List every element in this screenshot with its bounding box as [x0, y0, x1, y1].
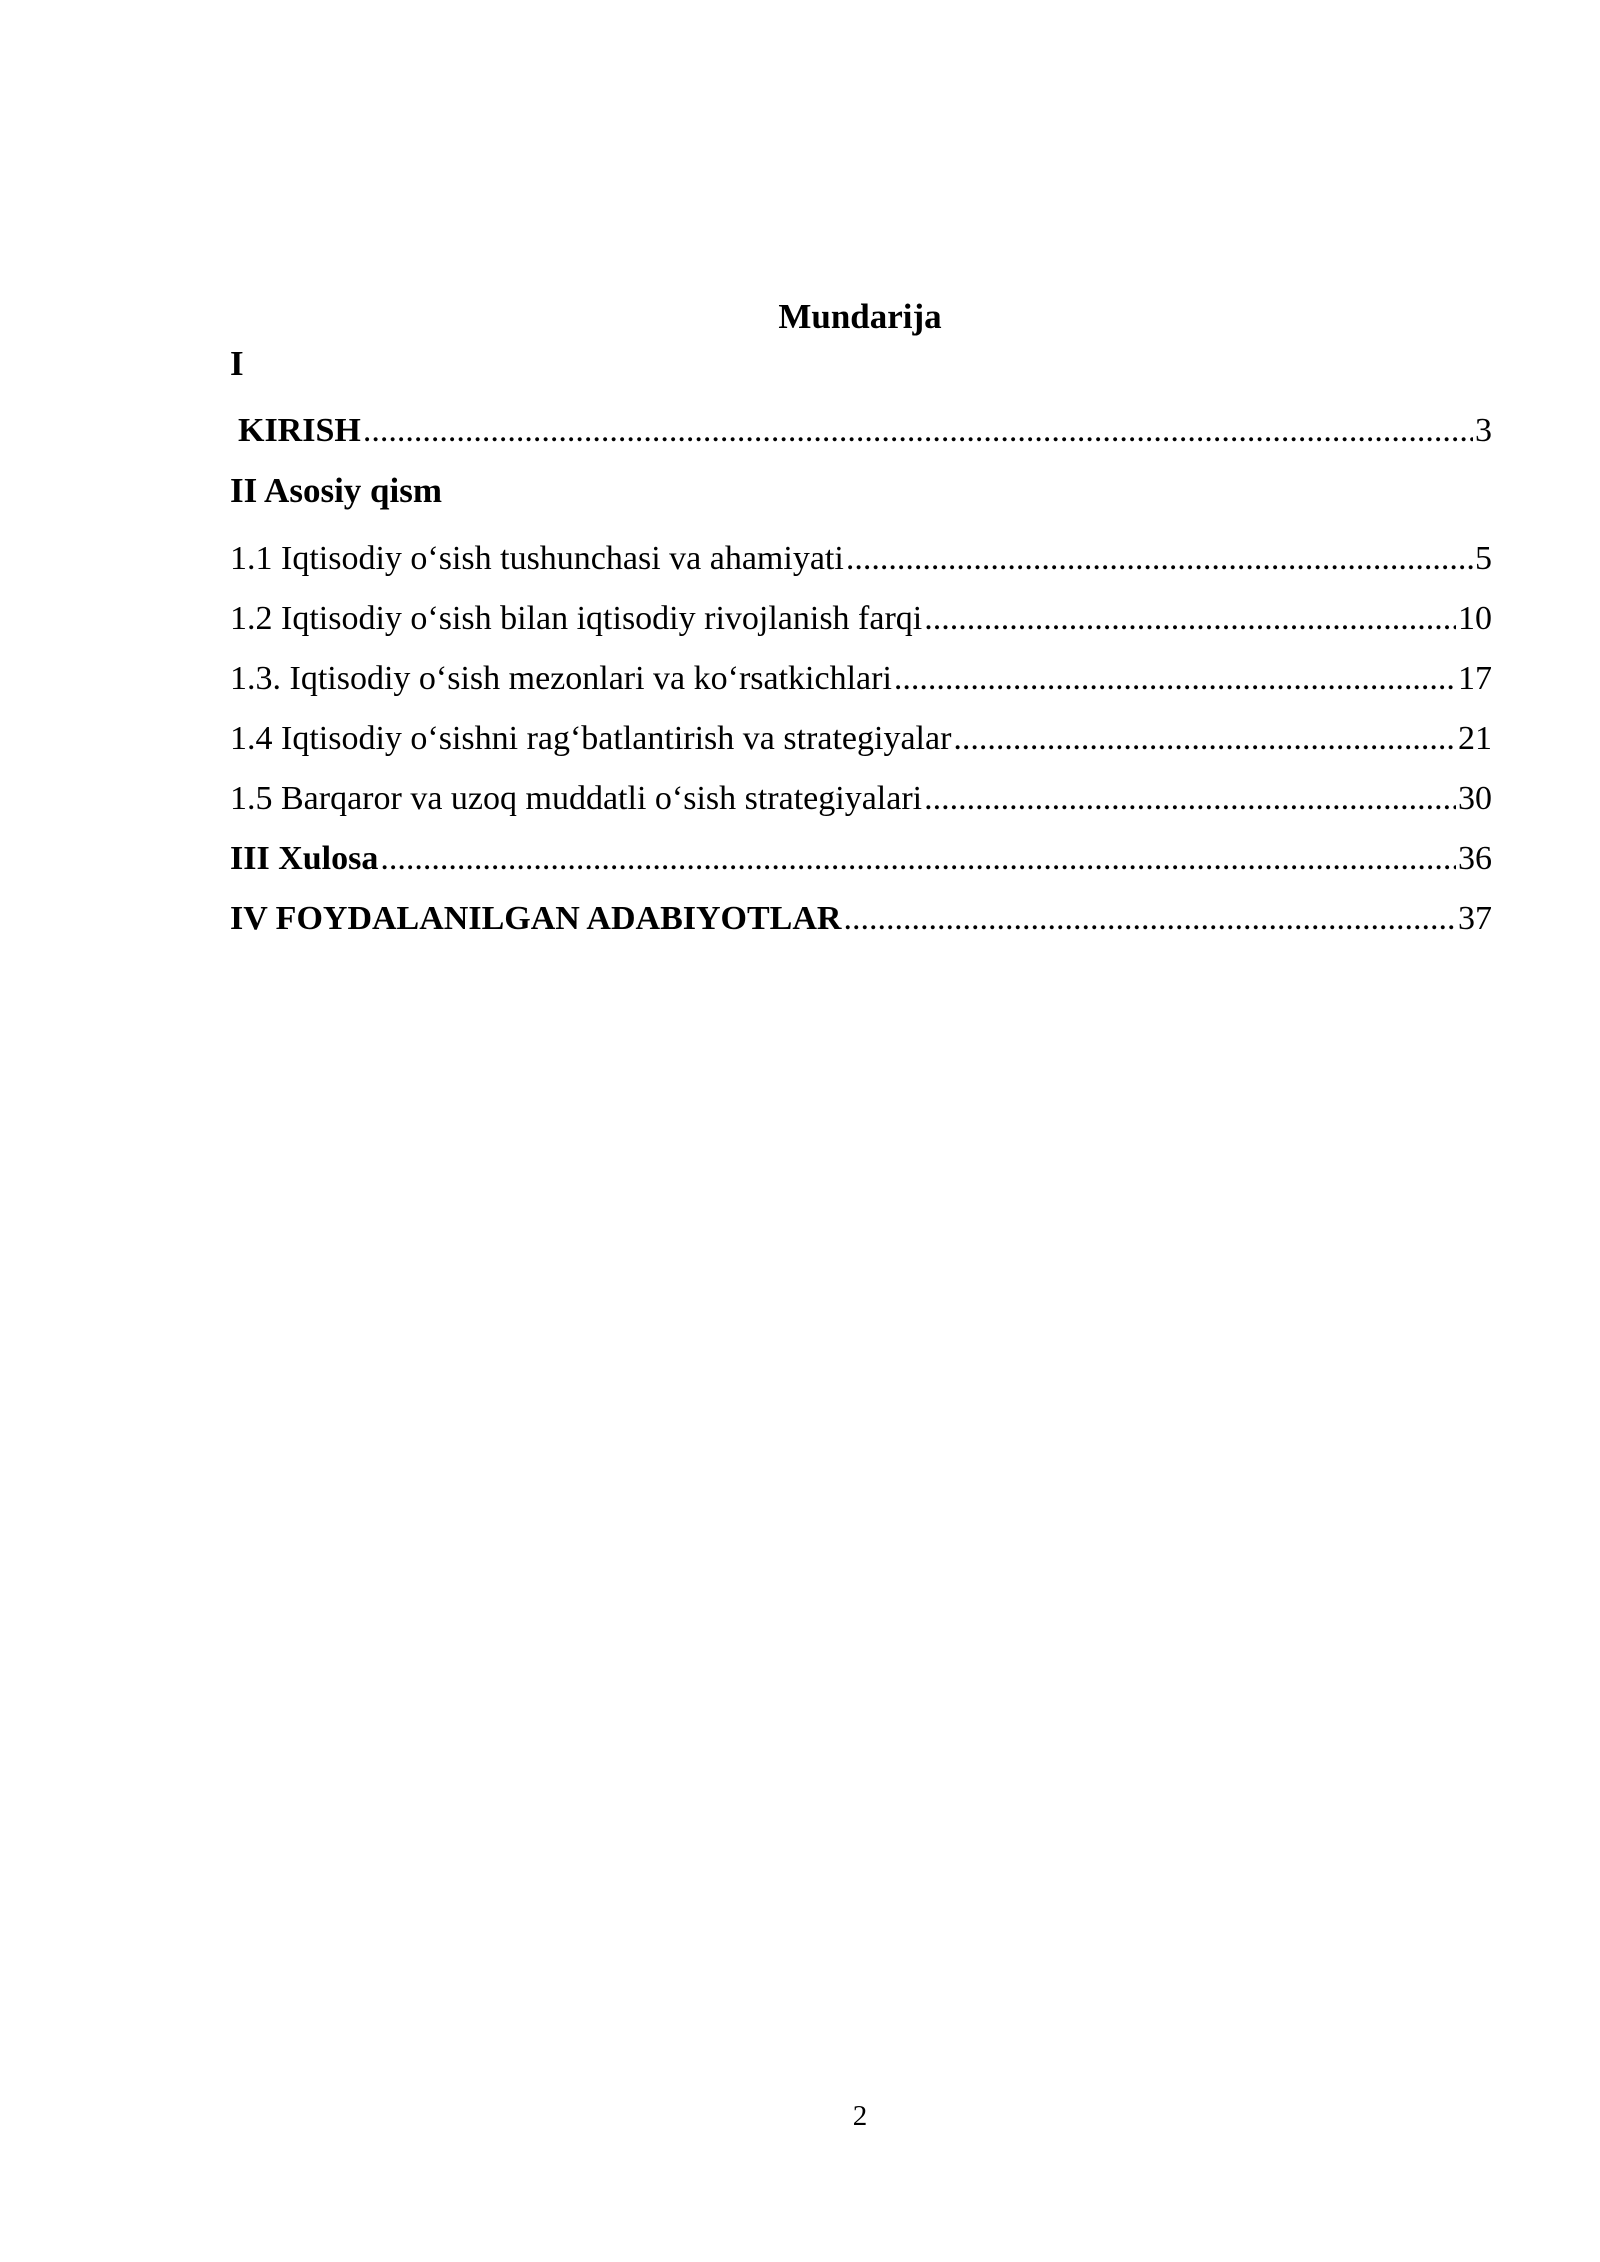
toc-entry-1-5[interactable]: [230, 777, 1492, 821]
toc-entry-1-4[interactable]: [230, 717, 1492, 761]
toc-entry-label: 1.2 Iqtisodiy o‘sish bilan iqtisodiy rivojlanish farqi: [230, 600, 923, 637]
toc-entry-label: 1.5 Barqaror va uzoq muddatli o‘sish strategiyalari: [230, 780, 923, 817]
toc-entry-page-number: 21: [1458, 720, 1492, 757]
toc-entry-label: 1.1 Iqtisodiy o‘sish tushunchasi va ahamiyati: [230, 540, 844, 577]
toc-entry-page-number: 37: [1458, 900, 1492, 937]
toc-heading-main-part: II Asosiy qism: [230, 471, 443, 510]
toc-dot-leader: [363, 409, 1473, 453]
toc-entry-adabiyotlar[interactable]: [230, 897, 1492, 941]
toc-entry-label: KIRISH: [238, 412, 361, 449]
toc-entry-page-number: 30: [1458, 780, 1492, 817]
toc-entry-page-number: 17: [1458, 660, 1492, 697]
toc-dot-leader: [846, 537, 1473, 581]
toc-entry-1-1[interactable]: [230, 537, 1492, 581]
toc-entry-page-number: 3: [1475, 412, 1492, 449]
toc-dot-leader: [924, 777, 1456, 821]
toc-entry-label: 1.4 Iqtisodiy o‘sishni rag‘batlantirish va strategiyalar: [230, 720, 952, 757]
toc-dot-leader: [924, 597, 1456, 641]
toc-entry-label: III Xulosa: [230, 840, 379, 877]
toc-entry-page-number: 36: [1458, 840, 1492, 877]
toc-entry-label: IV FOYDALANILGAN ADABIYOTLAR: [230, 900, 842, 937]
toc-dot-leader: [843, 897, 1456, 941]
page-title: Mundarija: [778, 297, 942, 336]
toc-entry-1-2[interactable]: [230, 597, 1492, 641]
toc-entry-1-3[interactable]: [230, 657, 1492, 701]
toc-entry-page-number: 5: [1475, 540, 1492, 577]
toc-dot-leader: [380, 837, 1456, 881]
toc-entry-page-number: 10: [1458, 600, 1492, 637]
toc-entry-label: 1.3. Iqtisodiy o‘sish mezonlari va ko‘rsatkichlari: [230, 660, 892, 697]
toc-entry-kirish[interactable]: [230, 409, 1492, 453]
toc-dot-leader: [894, 657, 1456, 701]
page-number: 2: [852, 2100, 868, 2132]
toc-dot-leader: [953, 717, 1456, 761]
section-numeral-one: I: [230, 344, 244, 383]
toc-entry-xulosa[interactable]: [230, 837, 1492, 881]
